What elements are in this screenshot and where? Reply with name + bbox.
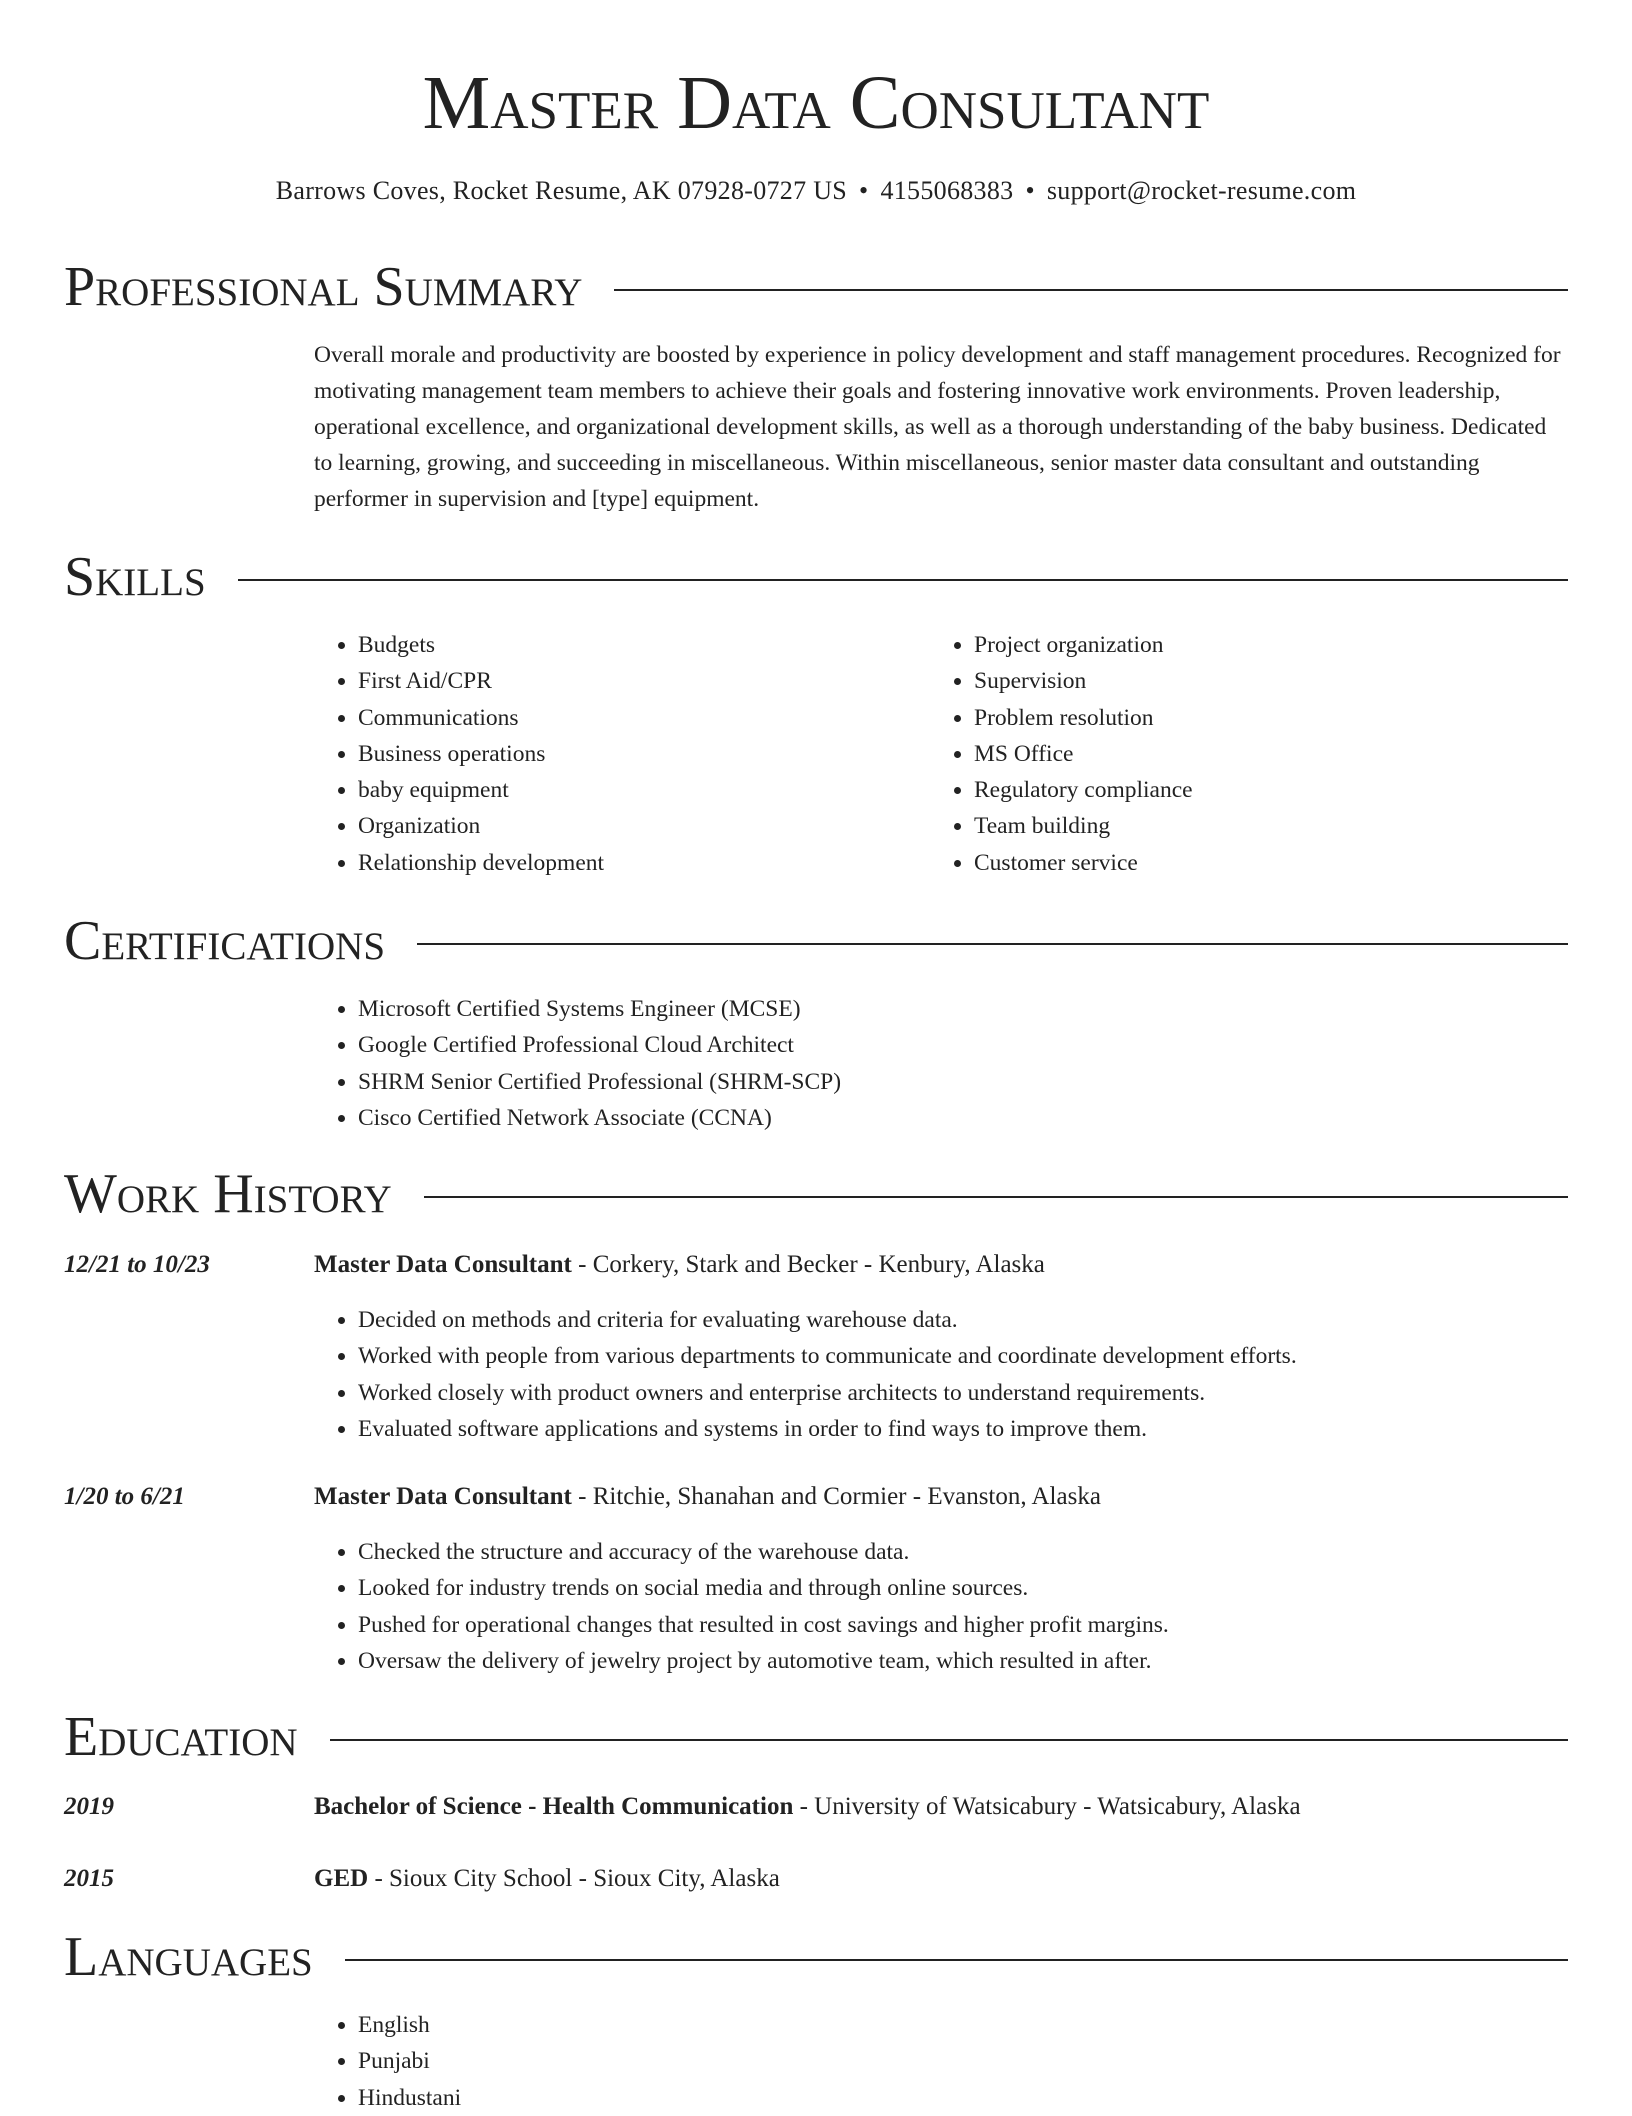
education-year: 2015 (64, 1865, 114, 1892)
skill-item: • Problem resolution (974, 700, 1574, 736)
job-title: Master Data Consultant (314, 1483, 572, 1510)
skill-item: • Supervision (974, 663, 1574, 699)
certification-item: • Cisco Certified Network Associate (CCNA) (358, 1100, 1558, 1136)
contact-separator: • (859, 176, 869, 205)
contact-separator: • (1025, 176, 1035, 205)
skill-item: • Project organization (974, 627, 1574, 663)
job-dates: 1/20 to 6/21 (64, 1483, 185, 1510)
summary-text: Overall morale and productivity are boosted by experience in policy development and staff management procedures. Recognized for motivating management team members to achieve their goals and fostering innovative work environments. Proven leadership, operational excellence, and organizational development skills, as well as a thorough understanding of the baby business. Dedicated to learning, growing, and succeeding in miscellaneous. Within miscellaneous, senior master data consultant and outstanding performer in supervision and [type] equipment. (314, 342, 1561, 512)
job-bullet: • Worked with people from various departments to communicate and coordinate development efforts. (358, 1338, 1578, 1374)
section-title-work-history: Work History (64, 1163, 392, 1225)
resume-name: Master Data Consultant (422, 61, 1210, 145)
language-item: • English (358, 2007, 958, 2043)
skill-item: • Business operations (358, 736, 918, 772)
skill-item: • Organization (358, 808, 918, 844)
education-entry (314, 1790, 1568, 1824)
contact-address: Barrows Coves, Rocket Resume, AK 07928-0727 US (275, 176, 848, 205)
skill-item: • MS Office (974, 736, 1574, 772)
skill-item: • First Aid/CPR (358, 663, 918, 699)
section-divider (238, 579, 1568, 581)
skill-item: • Regulatory compliance (974, 772, 1574, 808)
section-header-education (64, 1705, 1568, 1769)
languages-list (314, 2007, 958, 2116)
education-degree: Bachelor of Science - Health Communication (314, 1793, 794, 1820)
section-title-certifications: Certifications (64, 910, 386, 972)
education-degree: GED (314, 1865, 369, 1892)
job-employer: - Ritchie, Shanahan and Cormier - Evanston, Alaska (571, 1483, 1101, 1510)
section-header-languages (64, 1925, 1568, 1989)
section-divider (345, 1959, 1568, 1961)
job-bullet: • Looked for industry trends on social media and through online sources. (358, 1570, 1578, 1606)
section-header-work-history (64, 1162, 1568, 1226)
education-school: - University of Watsicabury - Watsicabury, Alaska (793, 1793, 1301, 1820)
section-title-languages: Languages (64, 1926, 313, 1988)
section-divider (330, 1739, 1568, 1741)
job-bullet: • Evaluated software applications and systems in order to find ways to improve them. (358, 1411, 1578, 1447)
language-item: • Punjabi (358, 2043, 958, 2079)
skill-item: • baby equipment (358, 772, 918, 808)
section-header-summary (64, 255, 1568, 319)
certifications-list (314, 991, 1558, 1136)
section-title-skills: Skills (64, 546, 206, 608)
skills-list-left (314, 627, 918, 881)
section-title-education: Education (64, 1706, 298, 1768)
job-bullet: • Checked the structure and accuracy of the warehouse data. (358, 1534, 1578, 1570)
skill-item: • Team building (974, 808, 1574, 844)
certification-item: • Google Certified Professional Cloud Architect (358, 1027, 1558, 1063)
contact-phone: 4155068383 (880, 176, 1014, 205)
job-bullet: • Worked closely with product owners and enterprise architects to understand requirements. (358, 1375, 1578, 1411)
skill-item: • Communications (358, 700, 918, 736)
job-header (314, 1248, 1568, 1282)
skill-item: • Budgets (358, 627, 918, 663)
skills-list-right (930, 627, 1574, 881)
contact-email: support@rocket-resume.com (1046, 176, 1357, 205)
education-school: - Sioux City School - Sioux City, Alaska (368, 1865, 780, 1892)
skill-item: • Customer service (974, 845, 1574, 881)
job-title: Master Data Consultant (314, 1251, 572, 1278)
job-bullets (314, 1534, 1578, 1679)
job-employer: - Corkery, Stark and Becker - Kenbury, Alaska (571, 1251, 1045, 1278)
job-dates: 12/21 to 10/23 (64, 1251, 210, 1278)
language-item: • Hindustani (358, 2080, 958, 2116)
section-divider (417, 943, 1568, 945)
certification-item: • Microsoft Certified Systems Engineer (MCSE) (358, 991, 1558, 1027)
section-header-certifications (64, 909, 1568, 973)
certification-item: • SHRM Senior Certified Professional (SHRM-SCP) (358, 1064, 1558, 1100)
job-bullet: • Decided on methods and criteria for evaluating warehouse data. (358, 1302, 1578, 1338)
skill-item: • Relationship development (358, 845, 918, 881)
section-title-summary: Professional Summary (64, 256, 583, 318)
section-header-skills (64, 545, 1568, 609)
education-entry (314, 1862, 1568, 1896)
job-bullet: • Pushed for operational changes that resulted in cost savings and higher profit margins. (358, 1607, 1578, 1643)
section-divider (614, 289, 1568, 291)
section-divider (424, 1196, 1568, 1198)
contact-line (0, 174, 1632, 208)
job-bullet: • Oversaw the delivery of jewelry project by automotive team, which resulted in after. (358, 1643, 1578, 1679)
job-bullets (314, 1302, 1578, 1447)
education-year: 2019 (64, 1793, 114, 1820)
job-header (314, 1480, 1568, 1514)
